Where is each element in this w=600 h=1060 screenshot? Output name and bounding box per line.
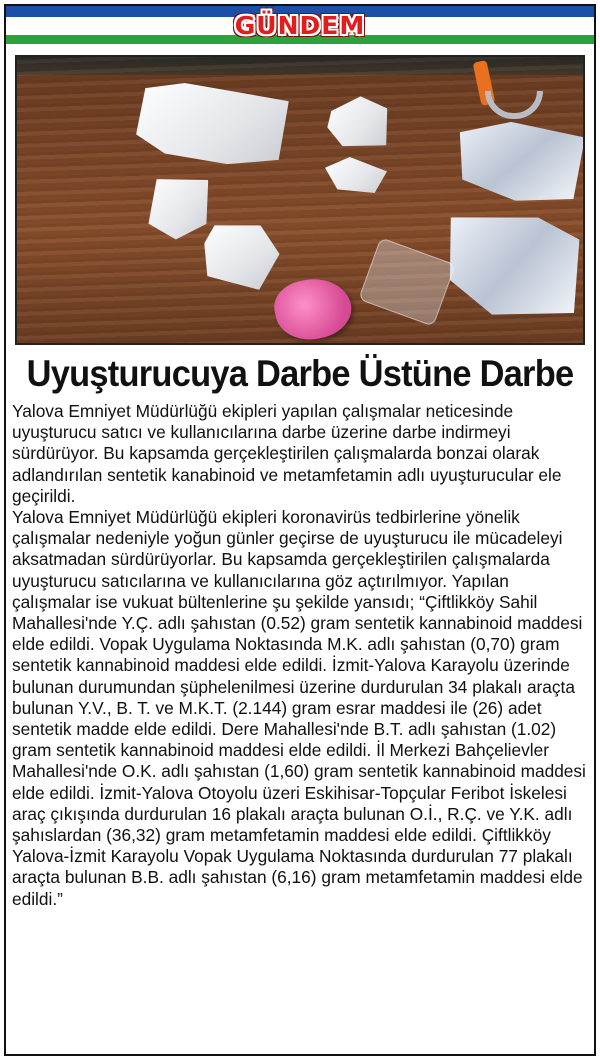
article-paragraph: Yalova Emniyet Müdürlüğü ekipleri yapılan çalışmalar neticesinde uyuşturucu satıcı ve kullanıcılarına darbe üzerine darbe indirmeyi sürdürüyor. Bu kapsamda gerçekleştirilen çalışmalarda bonzai olarak adlandırılan sentetik kanabinoid ve metamfetamin adlı uyuşturucular ele geçirildi.: [12, 401, 562, 506]
article-body: [12, 401, 590, 910]
newspaper-clipping: [4, 4, 596, 1056]
section-header: [6, 6, 594, 46]
section-title: GÜNDEM: [234, 11, 366, 40]
article-paragraph: Yalova Emniyet Müdürlüğü ekipleri koronavirüs tedbirlerine yönelik çalışmalar nedeniyle yoğun günler geçirse de uyuşturucu ile mücadeleyi aksatmadan sürdürüyorlar. Bu kapsamda gerçekleştirilen çalışmalarda uyuşturucu satıcılarına ve kullanıcılarına göz açtırılmıyor. Yapılan çalışmalar ise vukuat bültenlerine şu şekilde yansıdı; “Çiftlikköy Sahil Mahallesi'nde Y.Ç. adlı şahıstan (0.52) gram sentetik kannabinoid maddesi elde edildi. Vopak Uygulama Noktasında M.K. adlı şahıstan (0,70) gram sentetik kannabinoid maddesi elde edildi. İzmit-Yalova Karayolu üzerinde bulunan durumundan şüphelenilmesi üzerine durdurulan 34 plakalı araçta bulunan Y.V., B. T. ve M.K.T. (2.144) gram esrar maddesi ile (26) adet sentetik madde elde edildi. Dere Mahallesi'nde B.T. adlı şahıstan (1.02) gram sentetik kannabinoid maddesi elde edildi. İl Merkezi Bahçelievler Mahallesi'nde O.K. adlı şahıstan (1,60) gram sentetik kannabinoid maddesi elde edildi. İzmit-Yalova Otoyolu üzeri Eskihisar-Topçular Feribot İskelesi araç çıkışında durdurulan 16 plakalı araçta bulunan O.İ., R.Ç. ve Y.K. adlı şahıslardan (36,32) gram metamfetamin maddesi elde edildi. Çiftlikköy Yalova-İzmit Karayolu Vopak Uygulama Noktasında durdurulan 77 plakalı araçta bulunan B.B. adlı şahıstan (6,16) gram metamfetamin maddesi elde edildi.”: [12, 507, 586, 909]
article-photo: [15, 55, 585, 345]
article-headline: Uyuşturucuya Darbe Üstüne Darbe: [26, 353, 574, 394]
